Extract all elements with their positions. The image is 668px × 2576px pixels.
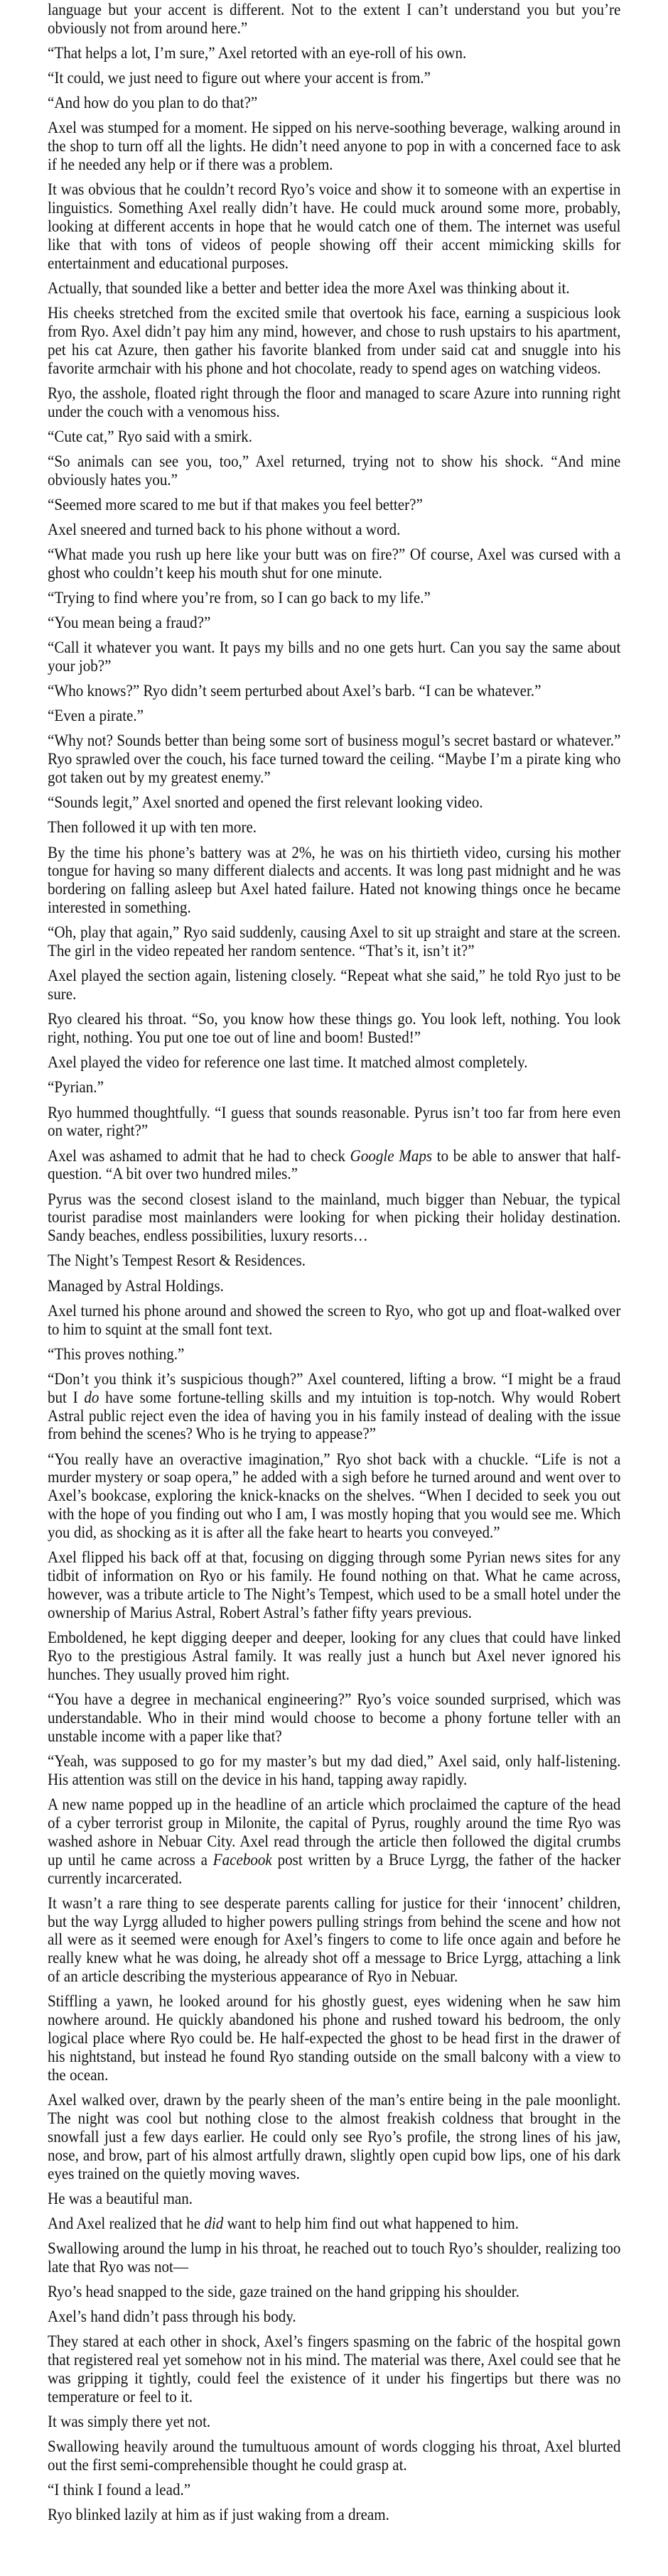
paragraph-text: Swallowing around the lump in his throat, he reached out to touch Ryo’s shoulder, realizing too late that Ryo was not—	[48, 2239, 621, 2276]
paragraph	[48, 1054, 620, 1072]
paragraph-text: Swallowing heavily around the tumultuous amount of words clogging his throat, Axel blurted out the first semi-comprehensible thought he could grasp at.	[48, 2438, 621, 2474]
paragraph-text: Axel was stumped for a moment. He sipped on his nerve-soothing beverage, walking around in the shop to turn off all the lights. He didn’t need anyone to pop in with a concerned face to ask if he needed any help or if there was a problem.	[48, 119, 621, 175]
paragraph	[48, 707, 620, 726]
paragraph-text: “Even a pirate.”	[48, 707, 144, 726]
paragraph	[48, 2240, 620, 2277]
paragraph-text: Actually, that sounded like a better and better idea the more Axel was thinking about it.	[48, 278, 570, 298]
paragraph-text: Axel’s hand didn’t pass through his body.	[48, 2308, 296, 2327]
paragraph-text: “This proves nothing.”	[48, 1344, 185, 1364]
paragraph-text: Then followed it up with ten more.	[48, 818, 257, 837]
paragraph-text: “Cute cat,” Ryo said with a smirk.	[48, 427, 252, 446]
paragraph-text: “Seemed more scared to me but if that makes you feel better?”	[48, 495, 423, 514]
paragraph-text: The Night’s Tempest Resort & Residences.	[48, 1251, 306, 1271]
paragraph-text: “Pyrian.”	[48, 1078, 104, 1097]
paragraph	[48, 385, 620, 422]
paragraph	[48, 1346, 620, 1364]
paragraph-text: want to help him find out what happened to him.	[223, 2214, 519, 2233]
paragraph-text: Axel played the section again, listening closely. “Repeat what she said,” he told Ryo just to be sure.	[48, 967, 621, 1004]
paragraph	[48, 2506, 620, 2525]
paragraph	[48, 1549, 620, 1623]
paragraph-text: “Trying to find where you’re from, so I can go back to my life.”	[48, 589, 431, 608]
italic-text: Facebook	[212, 1850, 272, 1869]
paragraph-text: to be able to answer that half-question. “A bit over two hundred miles.”	[48, 1146, 621, 1184]
paragraph	[48, 844, 620, 918]
paragraph	[48, 924, 620, 961]
paragraph-text: “Call it whatever you want. It pays my bills and no one gets hurt. Can you say the same about your job?”	[48, 638, 621, 676]
paragraph-text: language but your accent is different. Not to the extent I can’t understand you but you’re obviously not from around here.”	[48, 1, 621, 38]
paragraph-text: “What made you rush up here like your butt was on fire?” Of course, Axel was cursed with a ghost who couldn’t keep his mouth shut for one minute.	[48, 545, 621, 582]
paragraph	[48, 1371, 620, 1445]
paragraph-text: Stiffling a yawn, he looked around for his ghostly guest, eyes widening when he saw him nowhere around. He quickly abandoned his phone and rushed toward his bedroom, the only logical place where Ryo could be. He half-expected the ghost to be head first in the drawer of his nightstand, but instead he found Ryo standing outside on the small balcony with a view to the ocean.	[48, 1992, 621, 2085]
paragraph	[48, 2438, 620, 2475]
paragraph-text: It was simply there yet not.	[48, 2412, 211, 2431]
paragraph	[48, 1629, 620, 1685]
paragraph	[48, 1011, 620, 1048]
paragraph-text: “And how do you plan to do that?”	[48, 94, 258, 113]
paragraph-text: And Axel realized that he	[48, 2214, 205, 2233]
paragraph-text: He was a beautiful man.	[48, 2189, 193, 2208]
paragraph	[48, 1451, 620, 1543]
paragraph	[48, 119, 620, 175]
paragraph	[48, 1753, 620, 1790]
paragraph	[48, 2190, 620, 2209]
paragraph-text: His cheeks stretched from the excited smile that overtook his face, earning a suspicious look from Ryo. Axel didn’t pay him any mind, however, and chose to rush upstairs to his apartment, pet his cat Azure, then gather his favorite blanked from under said cat and snuggle into his favorite armchair with his phone and hot chocolate, ready to spend ages on watching videos.	[48, 304, 621, 378]
paragraph-text: “Why not? Sounds better than being some sort of business mogul’s secret bastard or whatever.” Ryo sprawled over the couch, his face turned toward the ceiling. “Maybe I’m a pirate king who got taken out by my greatest enemy.”	[48, 732, 621, 788]
paragraph	[48, 1148, 620, 1185]
paragraph-text: “That helps a lot, I’m sure,” Axel retorted with an eye-roll of his own.	[48, 44, 467, 63]
paragraph	[48, 181, 620, 273]
paragraph-text: Emboldened, he kept digging deeper and deeper, looking for any clues that could have linked Ryo to the prestigious Astral family. It was really just a hunch but Axel never ignored his hunches. They usually proved him right.	[48, 1629, 621, 1684]
paragraph	[48, 2482, 620, 2500]
paragraph-text: “Yeah, was supposed to go for my master’s but my dad died,” Axel said, only half-listening. His attention was still on the device in his hand, tapping away rapidly.	[48, 1751, 621, 1789]
paragraph-text: “You have a degree in mechanical engineering?” Ryo’s voice sounded surprised, which was understandable. Who in their mind would choose to become a phony fortune teller with an unstable income with a paper like that?	[48, 1690, 621, 1746]
paragraph-text: “Don’t you think it’s suspicious though?” Axel countered, lifting a brow. “I might be a fraud but I	[48, 1369, 621, 1407]
paragraph-text: post written by a Bruce Lyrgg, the father of the hacker currently incarcerated.	[48, 1850, 621, 1888]
paragraph-text: A new name popped up in the headline of an article which proclaimed the capture of the head of a cyber terrorist group in Milonite, the capital of Pyrus, roughly around the time Ryo was washed ashore in Nebuar City. Axel read through the article then followed the digital crumbs up until he came across a	[48, 1795, 621, 1869]
paragraph	[48, 639, 620, 676]
paragraph-text: “It could, we just need to figure out where your accent is from.”	[48, 69, 431, 88]
paragraph-text: Managed by Astral Holdings.	[48, 1276, 224, 1295]
paragraph	[48, 1278, 620, 1296]
paragraph-text: Axel played the video for reference one last time. It matched almost completely.	[48, 1053, 528, 1072]
paragraph	[48, 2283, 620, 2302]
paragraph	[48, 1079, 620, 1097]
paragraph	[48, 614, 620, 633]
paragraph	[48, 453, 620, 490]
paragraph-text: It wasn’t a rare thing to see desperate parents calling for justice for their ‘innocent’ children, but the way Lyrgg alluded to higher powers pulling strings from behind the scene and how not all were as it seemed were enough for Axel’s fingers to come to life once again and before he really knew what he was doing, he already shot off a message to Brice Lyrgg, attaching a link of an article describing the mysterious appearance of Ryo in Nebuar.	[48, 1893, 621, 1987]
paragraph	[48, 732, 620, 788]
paragraph	[48, 589, 620, 608]
paragraph	[48, 683, 620, 701]
paragraph	[48, 428, 620, 447]
italic-text: did	[204, 2214, 224, 2233]
paragraph-text: Axel was ashamed to admit that he had to check	[48, 1146, 350, 1165]
paragraph-text: have some fortune-telling skills and my intuition is top-notch. Why would Robert Astral public reject even the idea of having you in his family instead of dealing with the issue from behind the scenes? Who is he trying to appease?”	[48, 1388, 621, 1444]
paragraph-text: Ryo, the asshole, floated right through the floor and managed to scare Azure into running right under the couch with a venomous hiss.	[48, 384, 621, 421]
paragraph	[48, 94, 620, 113]
paragraph-text: “Who knows?” Ryo didn’t seem perturbed about Axel’s barb. “I can be whatever.”	[48, 682, 542, 701]
paragraph	[48, 1796, 620, 1888]
paragraph-text: Pyrus was the second closest island to the mainland, much bigger than Nebuar, the typical tourist paradise most mainlanders were looking for when picking their holiday destination. Sandy beaches, endless possibilities, luxury resorts…	[48, 1190, 621, 1246]
italic-text: Google Maps	[350, 1146, 433, 1165]
paragraph	[48, 2215, 620, 2234]
paragraph-text: “Sounds legit,” Axel snorted and opened the first relevant looking video.	[48, 793, 483, 813]
paragraph	[48, 1993, 620, 2085]
paragraph-text: Axel turned his phone around and showed the screen to Ryo, who got up and float-walked over to him to squint at the small font text.	[48, 1301, 621, 1339]
paragraph	[48, 521, 620, 540]
paragraph-text: “So animals can see you, too,” Axel returned, trying not to show his shock. “And mine obviously hates you.”	[48, 452, 621, 489]
paragraph	[48, 546, 620, 583]
paragraph-text: “Oh, play that again,” Ryo said suddenly, causing Axel to sit up straight and stare at the screen. The girl in the video repeated her random sentence. “That’s it, isn’t it?”	[48, 923, 621, 961]
paragraph-text: Ryo’s head snapped to the side, gaze trained on the hand gripping his shoulder.	[48, 2282, 519, 2301]
paragraph-text: Axel flipped his back off at that, focusing on digging through some Pyrian news sites for any tidbit of information on Ryo or his family. He found nothing on that. What he came across, however, was a tribute article to The Night’s Tempest, which used to be a small hotel under the ownership of Marius Astral, Robert Astral’s father fifty years previous.	[48, 1548, 621, 1622]
paragraph	[48, 1252, 620, 1271]
paragraph	[48, 1895, 620, 1987]
paragraph	[48, 967, 620, 1004]
paragraph	[48, 2308, 620, 2327]
paragraph-text: Ryo cleared his throat. “So, you know how these things go. You look left, nothing. You look right, nothing. You put one toe out of line and boom! Busted!”	[48, 1010, 621, 1048]
paragraph	[48, 70, 620, 88]
paragraph	[48, 1104, 620, 1141]
paragraph	[48, 819, 620, 837]
paragraph-text: It was obvious that he couldn’t record Ryo’s voice and show it to someone with an expertise in linguistics. Something Axel really didn’t have. He could muck around some more, probably, looking at different accents in hope that he would catch one of them. The internet was useful like that with tons of videos of people showing off their accent mimicking skills for entertainment and educational purposes.	[48, 180, 621, 273]
paragraph-text: Axel walked over, drawn by the pearly sheen of the man’s entire being in the pale moonlight. The night was cool but nothing close to the almost freakish coldness that brought in the snowfall just a few days earlier. He could only see Ryo’s profile, the strong lines of his jaw, nose, and brow, part of his almost artfully drawn, slightly open cupid bow lips, one of his dark eyes trained on the quietly moving waves.	[48, 2091, 621, 2183]
paragraph	[48, 1303, 620, 1339]
paragraph	[48, 1691, 620, 1746]
paragraph	[48, 45, 620, 63]
paragraph-text: They stared at each other in shock, Axel’s fingers spasming on the fabric of the hospital gown that registered real yet somehow not in his mind. The material was there, Axel could see that he was gripping it tightly, could feel the existence of it under his fingertips but there was no temperature or feel to it.	[48, 2332, 621, 2406]
italic-text: do	[84, 1388, 99, 1407]
paragraph-text: Ryo hummed thoughtfully. “I guess that sounds reasonable. Pyrus isn’t too far from here even on water, right?”	[48, 1103, 621, 1141]
paragraph	[48, 280, 620, 298]
paragraph	[48, 1191, 620, 1246]
paragraph	[48, 2333, 620, 2407]
paragraph-text: “I think I found a lead.”	[48, 2481, 191, 2500]
paragraph-text: “You mean being a fraud?”	[48, 614, 211, 633]
paragraph	[48, 2413, 620, 2432]
paragraph	[48, 794, 620, 813]
paragraph	[48, 2092, 620, 2184]
paragraph	[48, 1, 620, 38]
paragraph	[48, 496, 620, 515]
paragraph-text: Axel sneered and turned back to his phone without a word.	[48, 521, 401, 539]
document-page	[48, 0, 620, 2531]
document-body	[48, 1, 620, 2525]
paragraph	[48, 305, 620, 379]
paragraph-text: “You really have an overactive imagination,” Ryo shot back with a chuckle. “Life is not a murder mystery or soap opera,” he added with a sigh before he turned around and went over to Axel’s bookcase, exploring the knick-knacks on the shelves. “When I decided to seek you out with the hope of you finding out who I am, I was mostly hoping that you would see me. Which you did, as shocking as it is after all the fake heart to hearts you conveyed.”	[48, 1450, 621, 1543]
paragraph-text: By the time his phone’s battery was at 2%, he was on his thirtieth video, cursing his mother tongue for having so many different dialects and accents. It was long past midnight and he was bordering on falling asleep but Axel hated failure. Hated not knowing things once he became interested in something.	[48, 843, 621, 918]
paragraph-text: Ryo blinked lazily at him as if just waking from a dream.	[48, 2506, 389, 2525]
